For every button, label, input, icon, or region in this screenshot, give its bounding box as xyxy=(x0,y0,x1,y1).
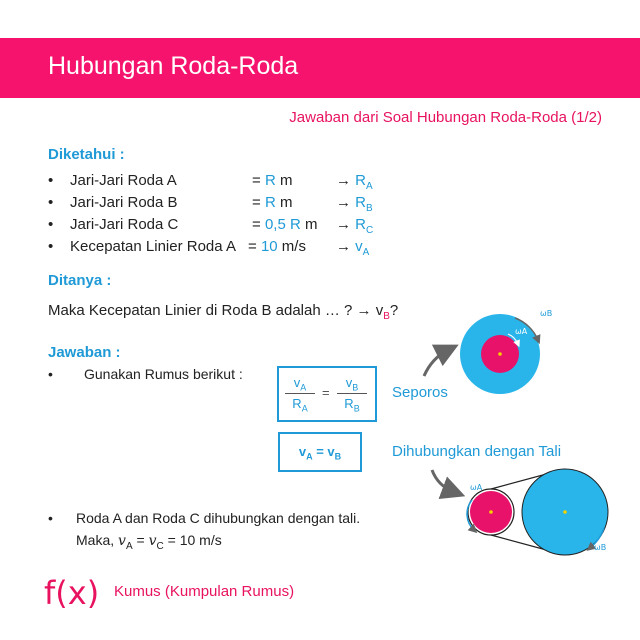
formula2-left-sub: A xyxy=(306,451,313,462)
formula-equals: = xyxy=(322,385,330,400)
bullet2-prefix: Maka, xyxy=(76,532,119,548)
center-dot xyxy=(563,510,567,514)
numerator-right: v xyxy=(345,375,353,390)
arrow-icon: → xyxy=(336,238,351,255)
given-unit: m/s xyxy=(281,238,306,255)
denominator-right: R xyxy=(344,396,354,411)
given-unit: m xyxy=(279,194,293,211)
bullet: • xyxy=(48,216,54,233)
given-subscript: A xyxy=(362,247,370,258)
given-symbol: R xyxy=(355,194,367,211)
known-heading: Diketahui : xyxy=(48,146,125,163)
center-dot xyxy=(498,352,502,356)
question-end: ? xyxy=(389,302,399,319)
brand-name: Kumus (Kumpulan Rumus) xyxy=(114,583,295,600)
arrow-icon: → xyxy=(336,194,351,211)
formula2-right: v xyxy=(327,444,335,459)
page-title: Hubungan Roda-Roda xyxy=(48,52,299,80)
given-subscript: A xyxy=(366,181,373,192)
fx-logo: f(x) xyxy=(44,574,100,612)
equals-sign: = xyxy=(248,238,257,255)
bullet2-suffix: = 10 m/s xyxy=(163,532,222,548)
omega-b-belt-label: ωB xyxy=(594,543,607,552)
formula2-eq: = xyxy=(312,444,328,459)
bullet2-mid: = xyxy=(132,532,149,548)
formula2-left: v xyxy=(298,444,307,459)
arrow-icon: → xyxy=(336,216,351,233)
formula2-right-sub: B xyxy=(334,451,342,462)
numerator-right-sub: B xyxy=(352,382,359,393)
answer-bullet-2-line-2 xyxy=(76,532,222,552)
bullet2-v-c: v xyxy=(148,533,157,549)
label-seporos: Seporos xyxy=(392,384,448,401)
denominator-left-sub: A xyxy=(301,403,308,414)
given-label: Jari-Jari Roda C xyxy=(70,216,179,233)
denominator-left: R xyxy=(292,396,302,411)
answer-heading: Jawaban : xyxy=(48,344,121,361)
given-subscript: B xyxy=(366,203,373,214)
equals-sign: = xyxy=(252,194,261,211)
given-label: Kecepatan Linier Roda A xyxy=(70,238,236,255)
arrow-to-belt-wheels xyxy=(432,470,454,492)
arrow-to-coaxial-wheels xyxy=(424,350,448,376)
numerator-left-sub: A xyxy=(300,382,307,393)
given-label: Jari-Jari Roda B xyxy=(70,194,178,211)
center-dot xyxy=(489,510,493,514)
question-subscript: B xyxy=(383,311,390,322)
answer-bullet-1-text: Gunakan Rumus berikut : xyxy=(84,366,243,382)
given-symbol: R xyxy=(355,216,367,233)
given-value: 0,5 R xyxy=(264,216,301,233)
given-symbol: R xyxy=(355,172,367,189)
bullet2-sub-a: A xyxy=(125,540,133,552)
label-connected-by-belt: Dihubungkan dengan Tali xyxy=(392,443,562,460)
given-unit: m xyxy=(304,216,318,233)
given-symbol: v xyxy=(355,238,363,255)
subtitle: Jawaban dari Soal Hubungan Roda-Roda (1/2) xyxy=(289,109,602,126)
bullet: • xyxy=(48,194,54,211)
bullet: • xyxy=(48,510,53,526)
question-symbol: v xyxy=(375,302,384,319)
asked-heading: Ditanya : xyxy=(48,272,112,289)
equals-sign: = xyxy=(252,216,261,233)
bullet2-sub-c: C xyxy=(156,540,164,552)
given-unit: m xyxy=(279,172,293,189)
omega-a-label: ωA xyxy=(515,327,528,336)
given-value: R xyxy=(264,194,276,211)
given-label: Jari-Jari Roda A xyxy=(70,172,177,189)
equals-sign: = xyxy=(252,172,261,189)
answer-bullet-2-line-1: Roda A dan Roda C dihubungkan dengan tali. xyxy=(76,510,361,526)
given-value: R xyxy=(264,172,276,189)
given-value: 10 xyxy=(260,238,278,255)
given-subscript: C xyxy=(366,225,374,236)
numerator-left: v xyxy=(293,375,301,390)
bullet: • xyxy=(48,366,53,382)
omega-a-belt-label: ωA xyxy=(470,483,483,492)
question-body: Maka Kecepatan Linier di Roda B adalah … ? → xyxy=(48,302,376,319)
bullet2-v-a: v xyxy=(118,533,126,549)
bullet: • xyxy=(48,172,54,189)
bullet: • xyxy=(48,238,54,255)
omega-b-label: ωB xyxy=(540,309,553,318)
denominator-right-sub: B xyxy=(353,403,360,414)
arrow-icon: → xyxy=(336,172,351,189)
